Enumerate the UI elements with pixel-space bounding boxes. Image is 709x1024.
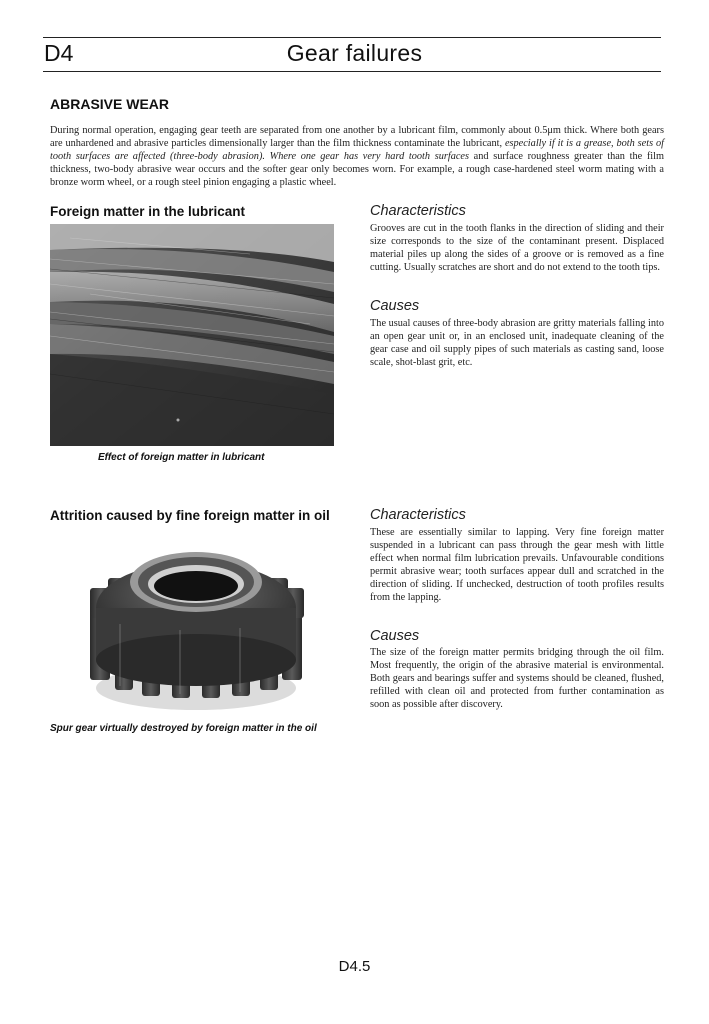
intro-text-3: and surface roughness greater than the film thickness, two-body abrasive wear occurs and the softer gear only becomes worn. For example, a rough case-hardened steel worm mating with a bronze worm wheel, or a rough steel pinion engaging a plastic wheel. — [50, 151, 664, 189]
causes-text-2: The size of the foreign matter permits bridging through the oil film. Most frequently, the origin of the abrasive material is environmental. Both gears and bearings suffer and systems should be cleaned, flushed, refilled with clean oil and protected from further contamination as soon as possible after discovery. — [370, 647, 664, 710]
chapter-code: D4 — [44, 40, 74, 66]
gear-flank-photo — [50, 224, 334, 446]
foreign-matter-heading: Foreign matter in the lubricant — [50, 204, 246, 219]
characteristics-text-2: These are essentially similar to lapping. Very fine foreign matter suspended in a lubricant can pass through the gear mesh with little effect when normal film lubrication prevails. Unfavourable conditions permit abrasive wear; tooth surfaces appear dull and scratched in the direction of sliding. If unchecked, destruction of tooth profiles results from the lapping. — [370, 527, 664, 603]
attrition-heading: Attrition caused by fine foreign matter in oil — [50, 508, 330, 523]
header-top-rule — [43, 37, 661, 38]
causes-heading-1: Causes — [370, 298, 420, 314]
intro-paragraph — [50, 124, 664, 189]
causes-heading-2: Causes — [370, 628, 420, 644]
section-title: ABRASIVE WEAR — [50, 96, 170, 112]
spur-gear-photo — [60, 538, 332, 718]
intro-text-italic: especially if it is a grease, both sets of tooth surfaces are affected (three-body abrasion). Where one gear has very hard tooth surfaces — [50, 138, 664, 163]
attrition-caption: Spur gear virtually destroyed by foreign matter in the oil — [50, 723, 317, 734]
characteristics-heading-1: Characteristics — [370, 203, 466, 219]
causes-text-1: The usual causes of three-body abrasion are gritty materials falling into an open gear unit or, in an enclosed unit, inadequate cleaning of the gear case and oil supply pipes of such materials as casting sand, loose scale, shot-blast grit, etc. — [370, 318, 664, 368]
header-bottom-rule — [43, 71, 661, 72]
foreign-matter-caption: Effect of foreign matter in lubricant — [98, 452, 265, 463]
intro-text-1: During normal operation, engaging gear teeth are separated from one another by a lubricant film, commonly about 0.5μm thick. Where both gears are unhardened and abrasive particles dimensionally larger than the film thickness contaminate the lubricant, — [50, 125, 664, 150]
page-number: D4.5 — [338, 958, 371, 975]
characteristics-heading-2: Characteristics — [370, 507, 466, 523]
characteristics-text-1: Grooves are cut in the tooth flanks in the direction of sliding and their size corresponds to the size of the contaminant present. Displaced material piles up along the sides of a groove or is removed as a fine cutting. Usually scratches are short and do not extend to the tooth tips. — [370, 223, 664, 273]
page-title: Gear failures — [286, 40, 423, 66]
